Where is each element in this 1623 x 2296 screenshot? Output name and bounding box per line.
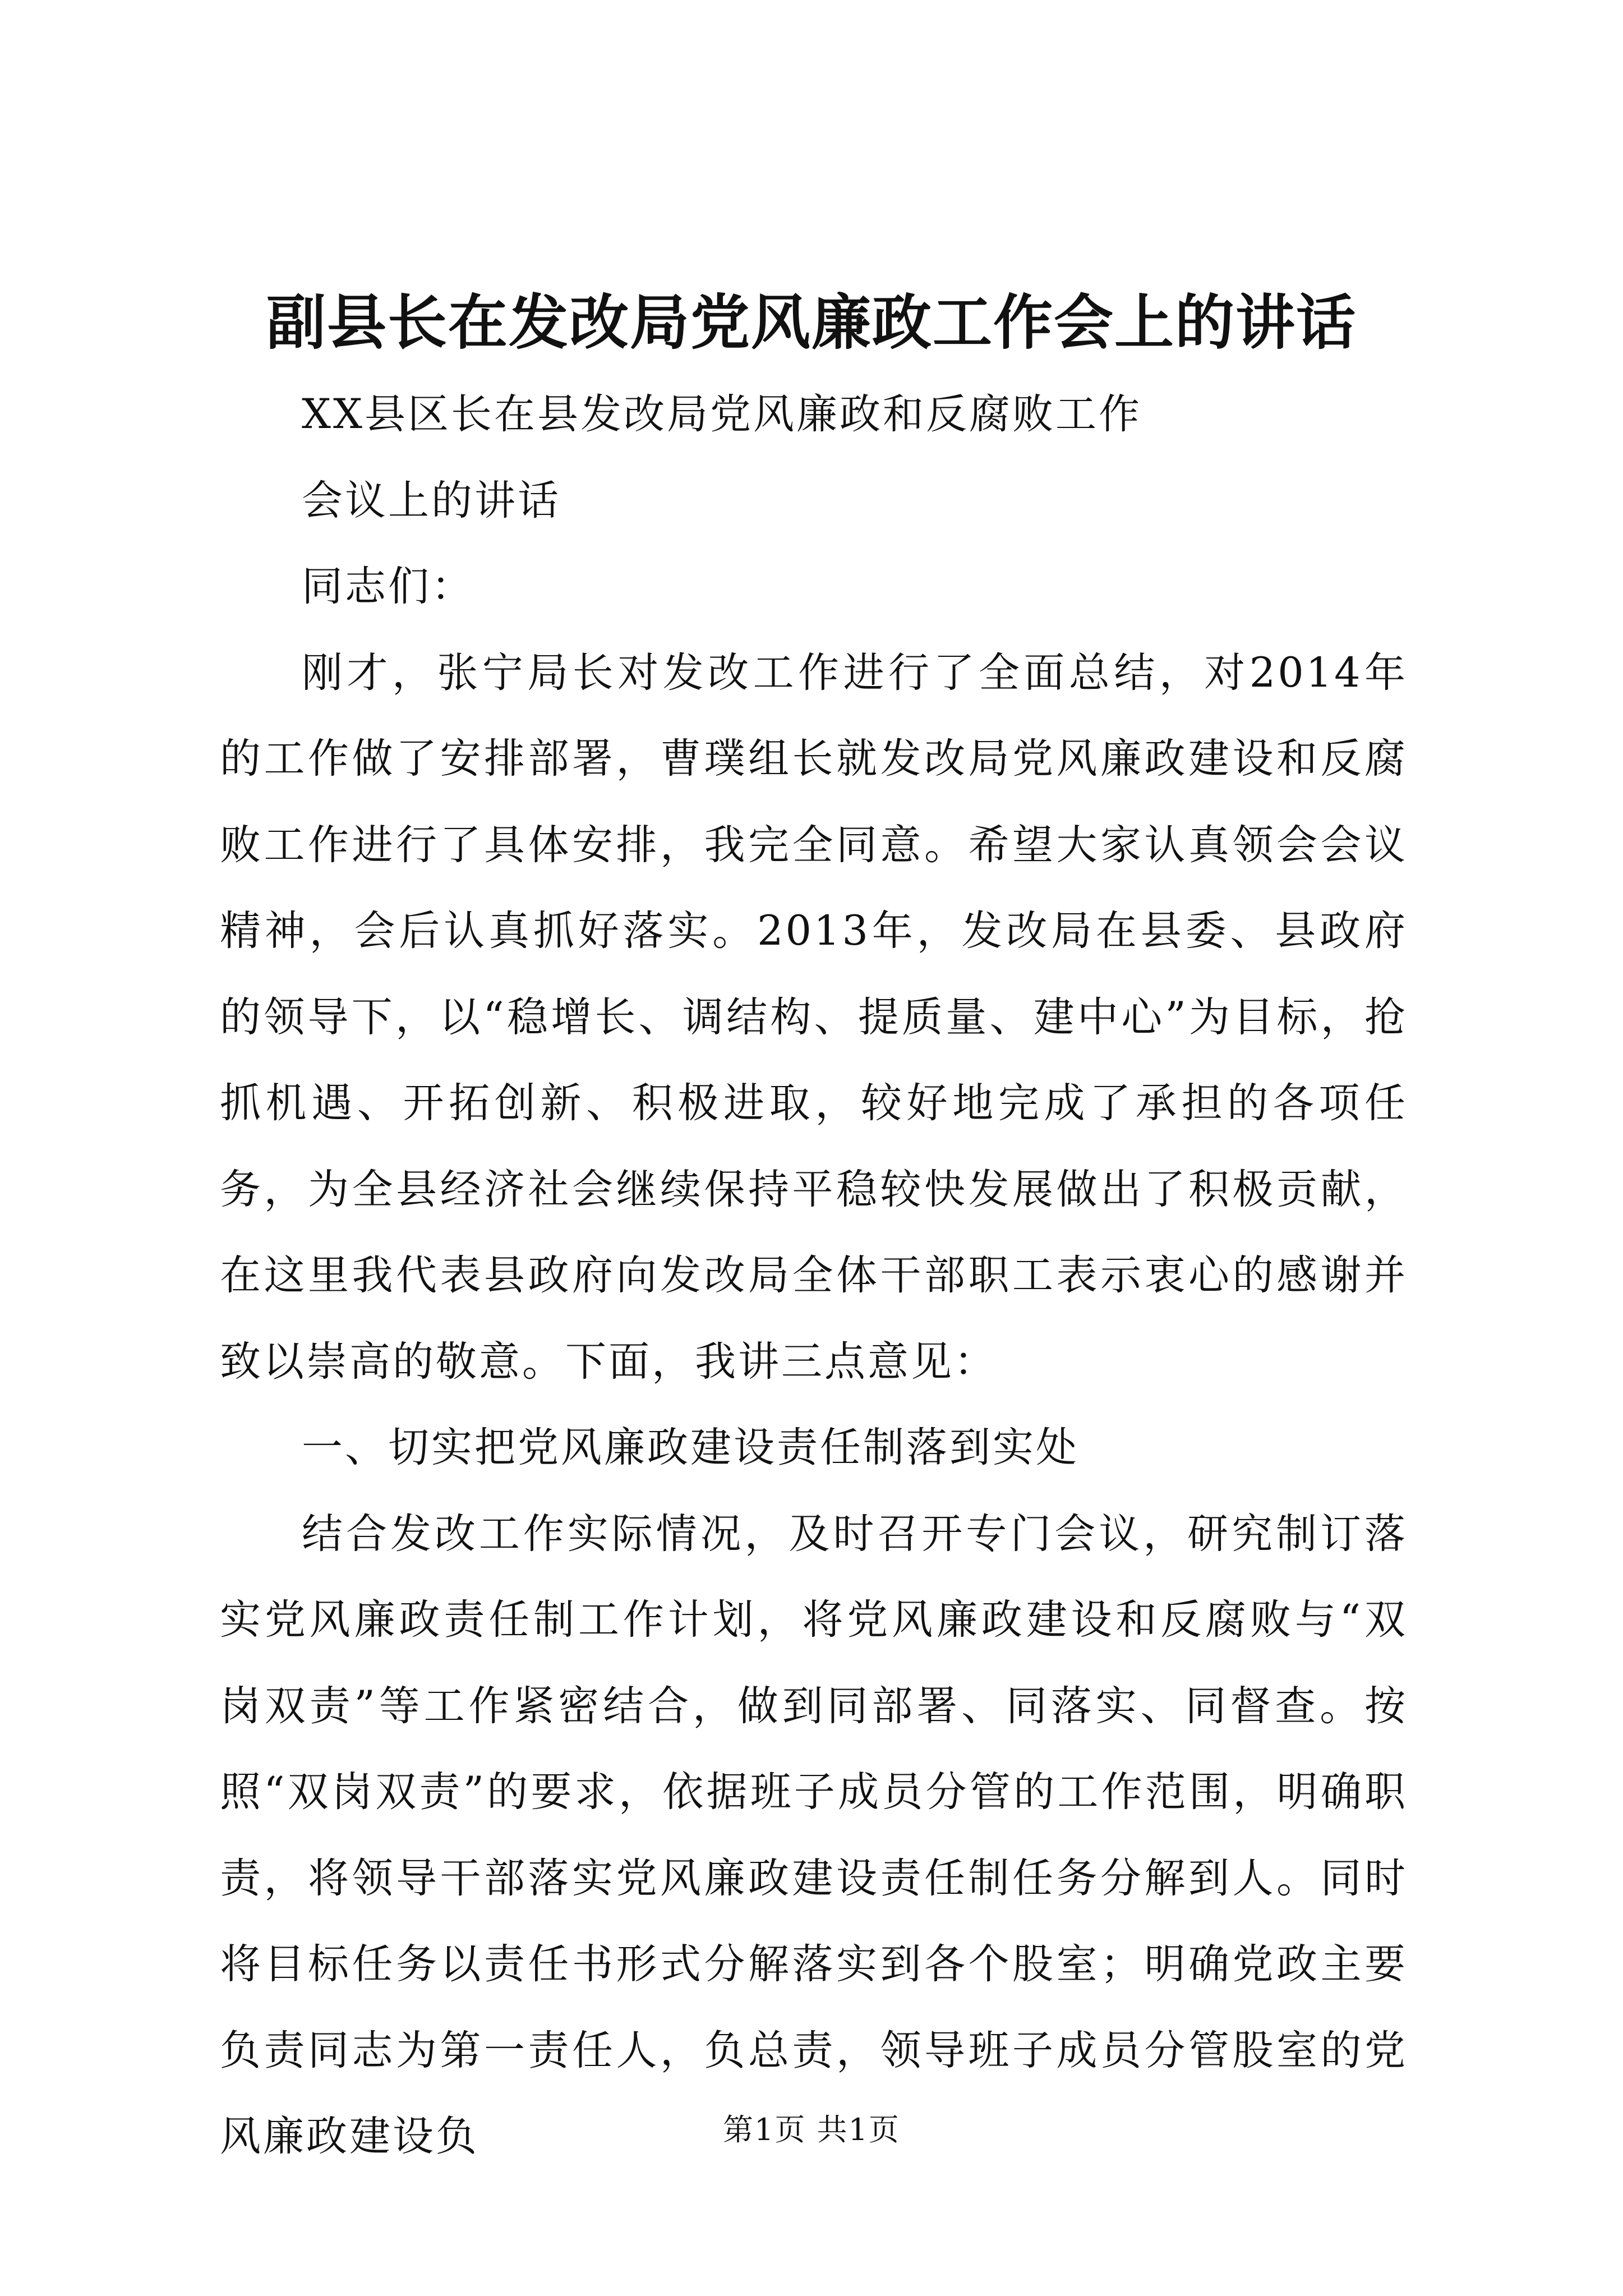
- paragraph-section-1: 结合发改工作实际情况，及时召开专门会议，研究制订落实党风廉政责任制工作计划，将党风廉政建设和反腐败与“双岗双责”等工作紧密结合，做到同部署、同落实、同督查。按照“双岗双责”的要求，依据班子成员分管的工作范围，明确职责，将领导干部落实党风廉政建设责任制任务分解到人。同时将目标任务以责任书形式分解落实到各个股室；明确党政主要负责同志为第一责任人，负总责，领导班子成员分管股室的党风廉政建设负: [220, 1510, 1408, 2160]
- document-body: [220, 371, 1408, 2180]
- paragraph-subtitle-line-1: XX县区长在县发改局党风廉政和反腐败工作: [302, 390, 1142, 438]
- section-heading-1: 一、切实把党风廉政建设责任制落到实处: [302, 1424, 1079, 1471]
- paragraph-opening: 刚才，张宁局长对发改工作进行了全面总结，对2014年的工作做了安排部署，曹璞组长就发改局党风廉政建设和反腐败工作进行了具体安排，我完全同意。希望大家认真领会会议精神，会后认真抓好落实。2013年，发改局在县委、县政府的领导下，以“稳增长、调结构、提质量、建中心”为目标，抢抓机遇、开拓创新、积极进取，较好地完成了承担的各项任务，为全县经济社会继续保持平稳较快发展做出了积极贡献，在这里我代表县政府向发改局全体干部职工表示衷心的感谢并致以崇高的敬意。下面，我讲三点意见：: [220, 648, 1408, 1386]
- paragraph-subtitle-line-2: 会议上的讲话: [302, 476, 561, 524]
- document-title: 副县长在发改局党风廉政工作会上的讲话: [266, 287, 1357, 357]
- page-footer: 第1页 共1页: [723, 2112, 900, 2147]
- paragraph-salutation: 同志们：: [302, 563, 474, 610]
